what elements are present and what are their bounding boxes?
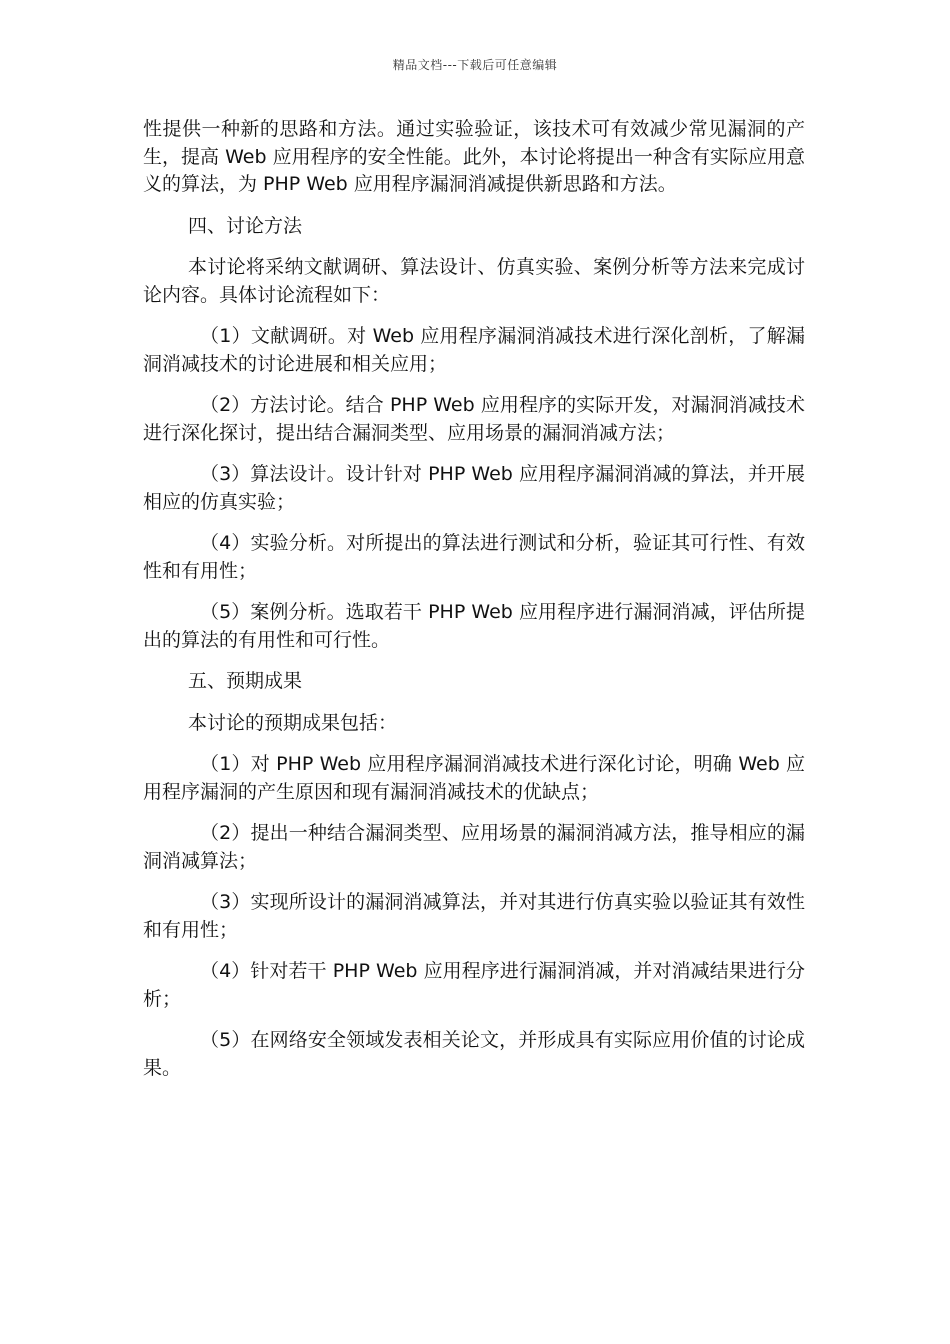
list-item-outcome-3: （3）实现所设计的漏洞消减算法，并对其进行仿真实验以验证其有效性和有用性； — [143, 891, 805, 941]
list-item-outcome-2: （2）提出一种结合漏洞类型、应用场景的漏洞消减方法，推导相应的漏洞消减算法； — [143, 822, 805, 872]
list-item-method-1: （1）文献调研。对 Web 应用程序漏洞消减技术进行深化剖析，了解漏洞消减技术的讨论进展和相关应用； — [143, 325, 805, 375]
list-item-outcome-5: （5）在网络安全领域发表相关论文，并形成具有实际应用价值的讨论成果。 — [143, 1029, 805, 1079]
page-header: 精品文档---下载后可任意编辑 — [392, 58, 558, 72]
list-item-outcome-1: （1）对 PHP Web 应用程序漏洞消减技术进行深化讨论，明确 Web 应用程序漏洞的产生原因和现有漏洞消减技术的优缺点； — [143, 753, 805, 803]
list-item-method-2: （2）方法讨论。结合 PHP Web 应用程序的实际开发，对漏洞消减技术进行深化探讨，提出结合漏洞类型、应用场景的漏洞消减方法； — [143, 394, 805, 444]
paragraph-continuation: 性提供一种新的思路和方法。通过实验验证，该技术可有效减少常见漏洞的产生，提高 Web 应用程序的安全性能。此外，本讨论将提出一种含有实际应用意义的算法，为 PHP Web 应用程序漏洞消减提供新思路和方法。 — [143, 118, 805, 195]
list-item-method-4: （4）实验分析。对所提出的算法进行测试和分析，验证其可行性、有效性和有用性； — [143, 532, 805, 582]
paragraph-outcomes-intro: 本讨论的预期成果包括： — [188, 711, 398, 734]
document-body — [143, 116, 805, 1096]
section-heading-methods: 四、讨论方法 — [188, 214, 303, 237]
paragraph-methods-intro: 本讨论将采纳文献调研、算法设计、仿真实验、案例分析等方法来完成讨论内容。具体讨论流程如下： — [143, 256, 805, 306]
list-item-method-5: （5）案例分析。选取若干 PHP Web 应用程序进行漏洞消减，评估所提出的算法的有用性和可行性。 — [143, 601, 805, 651]
section-heading-outcomes: 五、预期成果 — [188, 670, 303, 692]
list-item-method-3: （3）算法设计。设计针对 PHP Web 应用程序漏洞消减的算法，并开展相应的仿真实验； — [143, 463, 805, 513]
list-item-outcome-4: （4）针对若干 PHP Web 应用程序进行漏洞消减，并对消减结果进行分析； — [143, 960, 805, 1010]
